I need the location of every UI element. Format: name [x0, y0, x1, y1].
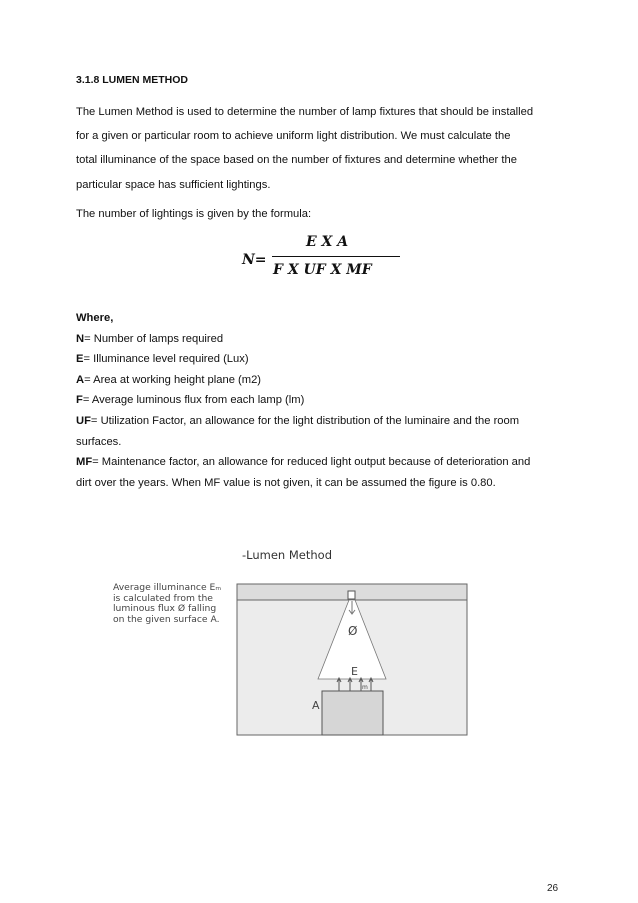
formula-numerator: E X A — [306, 234, 349, 250]
work-surface — [322, 691, 383, 735]
intro-line: total illuminance of the space based on the number of fixtures and determine whether the — [76, 154, 517, 167]
figure-note: Average illuminance Eₘ is calculated from the luminous flux Ø falling on the given surface A. — [113, 582, 222, 625]
definition-uf-cont: surfaces. — [76, 435, 122, 448]
intro-paragraph — [76, 100, 576, 197]
illuminance-label: E — [351, 665, 358, 678]
definition-uf: UF= Utilization Factor, an allowance for the light distribution of the luminaire and the room — [76, 414, 520, 427]
formula-intro: The number of lightings is given by the formula: — [76, 208, 312, 220]
page-number: 26 — [547, 883, 559, 894]
lumen-method-diagram — [236, 583, 468, 739]
area-label: A — [312, 699, 320, 712]
intro-line: particular space has sufficient lightings. — [76, 178, 271, 191]
intro-line: The Lumen Method is used to determine the number of lamp fixtures that should be installed — [76, 106, 534, 118]
lumen-formula — [242, 234, 402, 286]
illuminance-subscript: m — [362, 684, 368, 691]
formula-lhs: N= — [242, 252, 267, 268]
definitions-list — [76, 308, 576, 493]
definition-mf: MF= Maintenance factor, an allowance for reduced light output because of deterioration and — [76, 456, 531, 469]
intro-line: for a given or particular room to achieve uniform light distribution. We must calculate the — [76, 130, 511, 143]
flux-label: Ø — [348, 624, 358, 638]
lamp-fixture — [348, 591, 355, 599]
fraction-bar — [272, 256, 400, 257]
formula-denominator: F X UF X MF — [273, 262, 372, 278]
section-heading: 3.1.8 LUMEN METHOD — [76, 74, 189, 86]
definition-a: A= Area at working height plane (m2) — [76, 373, 262, 386]
definition-n: N= Number of lamps required — [76, 332, 224, 345]
figure-title: -Lumen Method — [242, 548, 332, 562]
definition-e: E= Illuminance level required (Lux) — [76, 353, 249, 366]
where-label: Where, — [76, 312, 114, 324]
definition-mf-cont: dirt over the years. When MF value is not given, it can be assumed the figure is 0.80. — [76, 476, 496, 489]
definition-f: F= Average luminous flux from each lamp (lm) — [76, 394, 305, 407]
